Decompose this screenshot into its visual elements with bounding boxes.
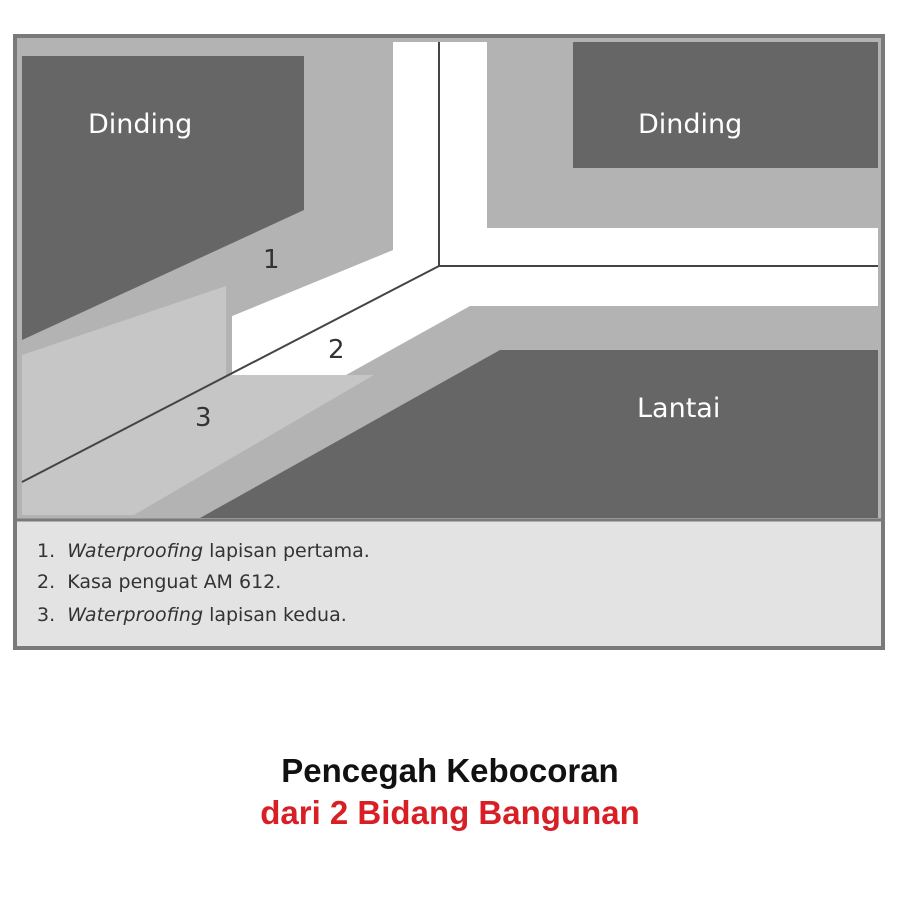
label-wall-left: Dinding [88, 109, 193, 140]
label-floor: Lantai [637, 393, 721, 424]
legend-item-1: 1. Waterproofing lapisan pertama. [37, 540, 370, 562]
marker-2: 2 [328, 335, 345, 365]
caption-title: Pencegah Kebocoran [281, 752, 619, 789]
wall-right [573, 42, 878, 168]
marker-3: 3 [195, 403, 212, 433]
label-wall-right: Dinding [638, 109, 743, 140]
caption-subtitle: dari 2 Bidang Bangunan [260, 794, 640, 831]
legend-item-3: 3. Waterproofing lapisan kedua. [37, 604, 347, 626]
marker-1: 1 [263, 245, 280, 275]
legend-item-2: 2. Kasa penguat AM 612. [37, 571, 282, 593]
